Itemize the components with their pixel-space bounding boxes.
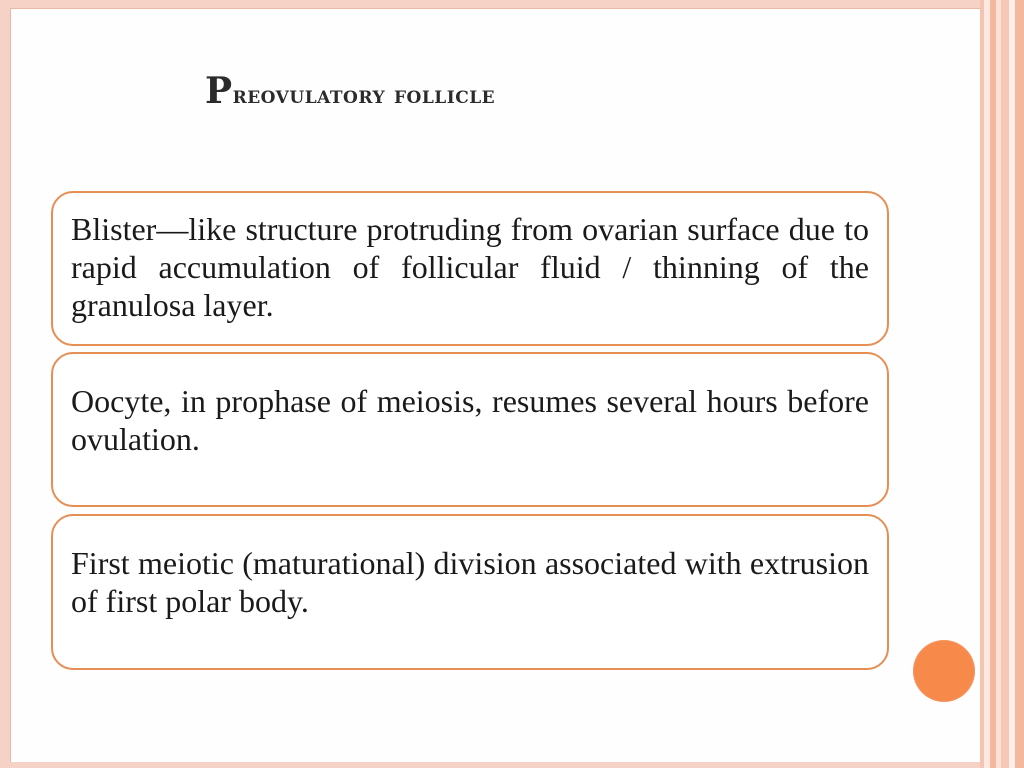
title-rest: reovulatory follicle	[232, 80, 496, 109]
frame-left-inner-line	[10, 8, 11, 762]
point-box-2	[51, 352, 889, 507]
point-text-2: Oocyte, in prophase of meiosis, resumes several hours before ovulation.	[71, 382, 869, 457]
frame-top-border	[0, 0, 985, 8]
accent-circle	[913, 640, 975, 702]
point-box-1	[51, 191, 889, 346]
decorative-stripe	[1015, 0, 1024, 768]
point-text-1: Blister—like structure protruding from ovarian surface due to rapid accumulation of follicular fluid / thinning of the granulosa layer.	[71, 210, 869, 323]
frame-bottom-border	[0, 762, 985, 768]
frame-top-inner-line	[10, 8, 985, 9]
frame-left-border	[0, 0, 10, 768]
title-first-letter: P	[205, 70, 233, 112]
point-text-3: First meiotic (maturational) division associated with extrusion of first polar body.	[71, 545, 869, 619]
point-box-3	[51, 514, 889, 670]
decorative-stripe	[1001, 0, 1009, 768]
slide-title	[205, 70, 495, 112]
